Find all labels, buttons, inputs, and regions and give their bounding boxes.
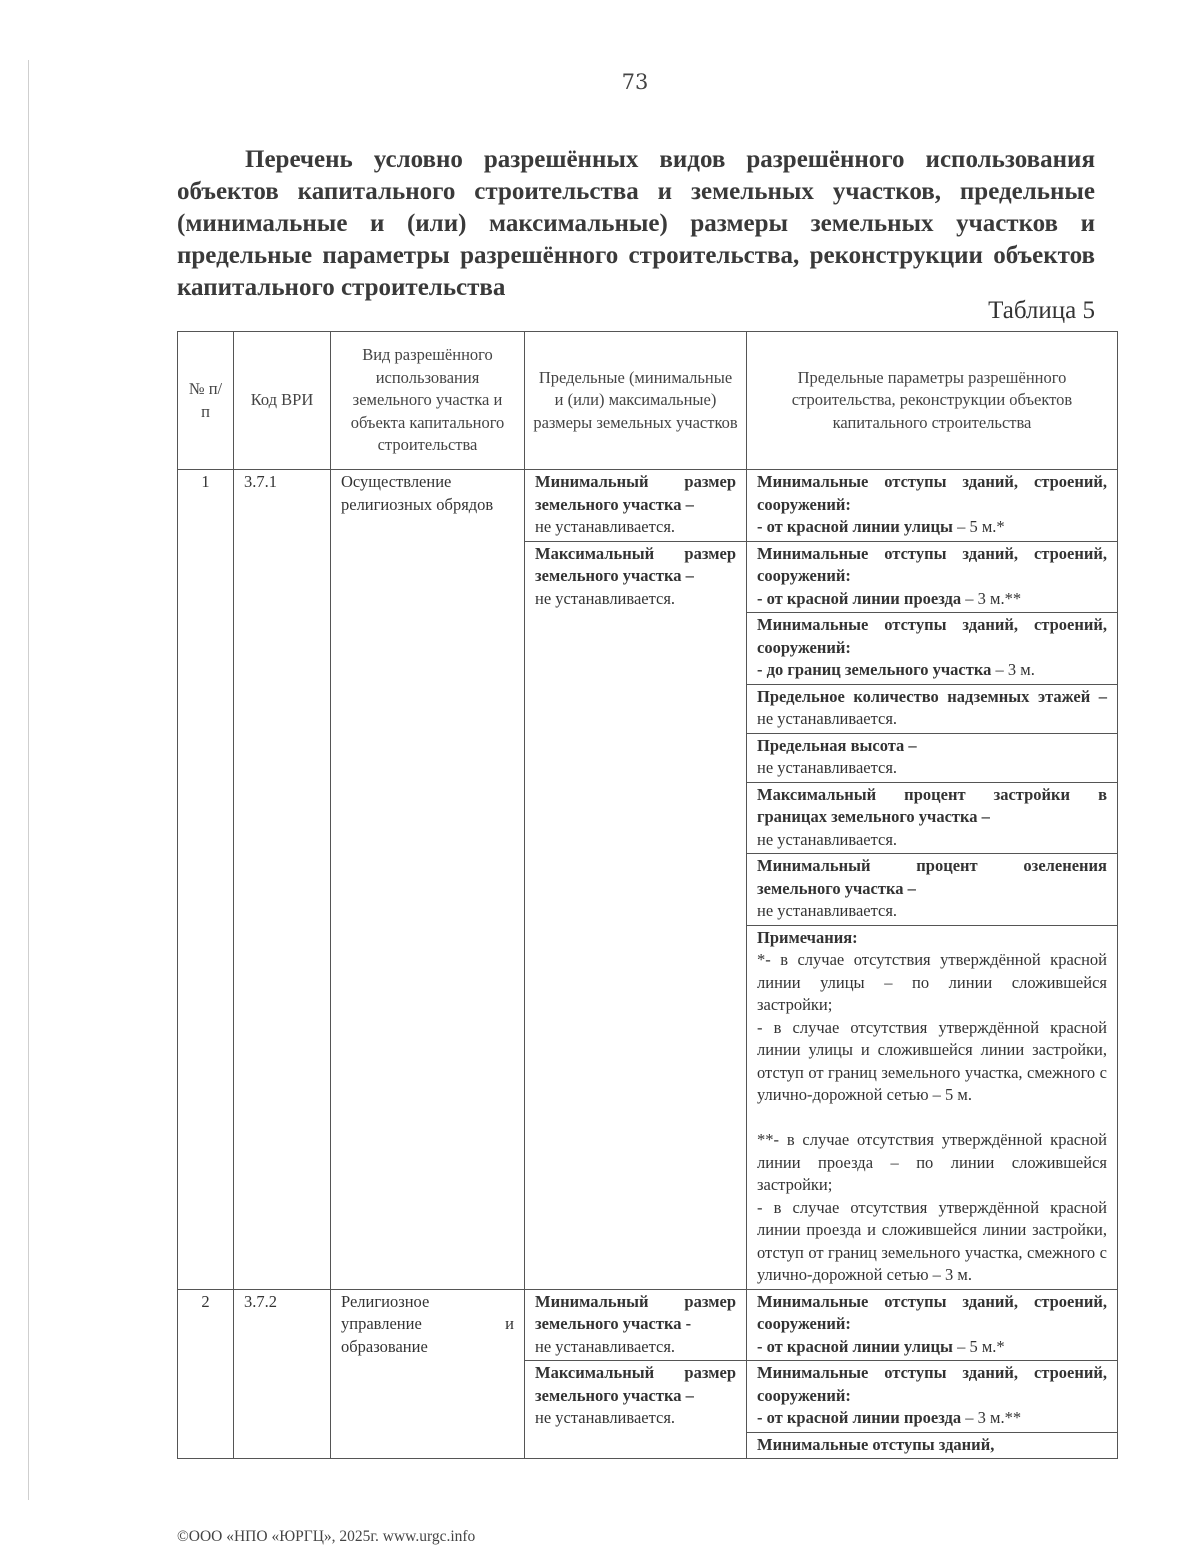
land-use-table	[177, 331, 1118, 1459]
param-title: Предельная высота –	[757, 735, 917, 755]
row-number: 1	[178, 470, 234, 1290]
param-title: Минимальные отступы зданий, строений, сооружений:	[757, 615, 1107, 657]
max-size-value: не устанавливается.	[535, 1408, 676, 1427]
note-text: - в случае отсутствия утверждённой красной линии улицы и сложившейся линии застройки, отступ от границ земельного участка, смежного с улично-дорожной сетью – 5 м.	[757, 1017, 1107, 1104]
min-size-value: не устанавливается.	[535, 517, 676, 536]
document-heading: Перечень условно разрешённых видов разрешённого использования объектов капитального строительства и земельных участков, предельные (минимальные и (или) максимальные) размеры земельных участков и предельные параметры разрешённого строительства, реконструкции объектов капитального строительства	[177, 146, 1095, 301]
scan-margin-line	[28, 60, 29, 1500]
param-title: Предельное количество надземных этажей –	[757, 686, 1107, 706]
param-cell	[747, 541, 1118, 613]
max-size-cell	[525, 541, 747, 1289]
param-detail-value: – 3 м.**	[961, 1408, 1022, 1427]
param-value: не устанавливается.	[757, 901, 898, 920]
max-size-label: Максимальный размер земельного участка –	[535, 1363, 736, 1405]
param-cell	[747, 1361, 1118, 1433]
param-cell	[747, 613, 1118, 685]
param-detail: - до границ земельного участка	[757, 660, 992, 679]
copyright-footer: ©ООО «НПО «ЮРГЦ», 2025г. www.urgc.info	[177, 1528, 476, 1545]
min-size-cell	[525, 470, 747, 542]
table-header-row	[178, 332, 1118, 470]
max-size-value: не устанавливается.	[535, 588, 676, 608]
max-size-cell	[525, 1361, 747, 1459]
row-kind: Религиозное управление и образование	[331, 1289, 525, 1459]
param-title: Минимальные отступы зданий, строений, сооружений:	[757, 1291, 1107, 1333]
header-num: № п/п	[178, 332, 234, 470]
param-title: Минимальный процент озеленения земельного участка –	[757, 856, 1107, 898]
notes-title: Примечания:	[757, 927, 858, 947]
param-cell	[747, 854, 1118, 926]
param-detail: - от красной линии проезда	[757, 1408, 962, 1427]
param-value: не устанавливается.	[757, 829, 898, 849]
header-sizes: Предельные (минимальные и (или) максимальные) размеры земельных участков	[525, 332, 747, 470]
param-detail-value: – 5 м.*	[952, 1336, 1005, 1356]
page-number: 73	[621, 70, 649, 94]
param-title: Минимальные отступы зданий, строений, сооружений:	[757, 1363, 1107, 1405]
param-title: Минимальные отступы зданий,	[757, 1434, 995, 1454]
min-size-value: не устанавливается.	[535, 1336, 676, 1356]
param-detail-value: – 5 м.*	[952, 517, 1005, 536]
param-cell	[747, 684, 1118, 733]
param-cell	[747, 1432, 1118, 1459]
min-size-label: Минимальный размер земельного участка –	[535, 472, 736, 514]
param-value: не устанавливается.	[757, 709, 898, 728]
header-kind: Вид разрешённого использования земельного участка и объекта капитального строительства	[331, 332, 525, 470]
note-text: **- в случае отсутствия утверждённой красной линии проезда – по линии сложившейся застройки;	[757, 1130, 1107, 1194]
param-cell	[747, 733, 1118, 782]
param-cell	[747, 782, 1118, 854]
header-code: Код ВРИ	[234, 332, 331, 470]
row-number: 2	[178, 1289, 234, 1459]
max-size-label: Максимальный размер земельного участка –	[535, 543, 736, 585]
param-cell	[747, 1289, 1118, 1361]
notes-cell	[747, 925, 1118, 1289]
row-code: 3.7.2	[234, 1289, 331, 1459]
table-row	[178, 1289, 1118, 1361]
param-detail-value: – 3 м.	[991, 660, 1035, 679]
param-title: Минимальные отступы зданий, строений, сооружений:	[757, 472, 1107, 514]
table-row	[178, 470, 1118, 542]
row-code: 3.7.1	[234, 470, 331, 1290]
param-detail: - от красной линии улицы	[757, 517, 953, 536]
row-kind: Осуществление религиозных обрядов	[331, 470, 525, 1290]
param-detail-value: – 3 м.**	[961, 588, 1022, 608]
min-size-label: Минимальный размер земельного участка -	[535, 1291, 736, 1333]
param-title: Максимальный процент застройки в границах земельного участка –	[757, 784, 1107, 826]
param-detail: - от красной линии улицы	[757, 1336, 953, 1356]
table-label: Таблица 5	[988, 297, 1095, 324]
param-title: Минимальные отступы зданий, строений, сооружений:	[757, 543, 1107, 585]
param-value: не устанавливается.	[757, 758, 898, 777]
param-detail: - от красной линии проезда	[757, 588, 962, 608]
header-params: Предельные параметры разрешённого строительства, реконструкции объектов капитального строительства	[747, 332, 1118, 470]
note-text: - в случае отсутствия утверждённой красной линии проезда и сложившейся линии застройки, отступ от границ земельного участка, смежного с улично-дорожной сетью – 3 м.	[757, 1197, 1107, 1284]
param-cell	[747, 470, 1118, 542]
min-size-cell	[525, 1289, 747, 1361]
note-text: *- в случае отсутствия утверждённой красной линии улицы – по линии сложившейся застройки;	[757, 950, 1107, 1014]
